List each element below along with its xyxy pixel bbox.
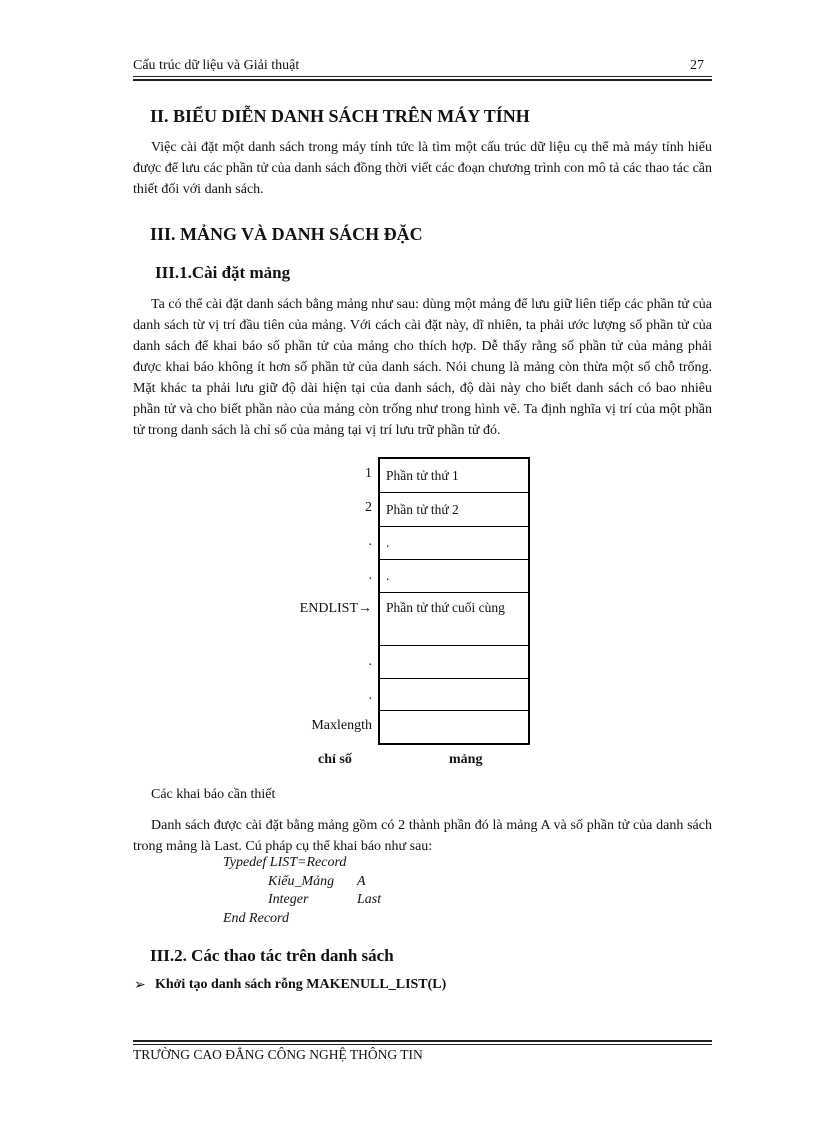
array-cell: Phần tử thứ 2 [380,493,528,527]
code-line: Last [357,892,382,907]
code-line: Kiểu_Mảng [268,874,335,889]
figure-label-array: mảng [449,752,483,767]
declarations-intro: Các khai báo cần thiết [151,787,276,802]
array-cell-last-element: Phần tử thứ cuối cùng [380,593,528,646]
page-number: 27 [690,58,704,73]
endlist-pointer: ENDLIST→ [299,601,372,616]
code-line: A [357,874,366,889]
footer-divider-thick [133,1040,712,1042]
subsection-heading-iii-2: III.2. Các thao tác trên danh sách [150,946,394,965]
header-divider-thick [133,79,712,81]
array-index-max: Maxlength [311,718,372,733]
array-index: . [368,568,372,583]
bullet-arrow-icon: ➢ [134,978,146,993]
subsection-heading-iii-1: III.1.Cài đặt mảng [155,263,291,282]
declarations-paragraph: Danh sách được cài đặt bằng mảng gồm có 2 thành phần đó là mảng A và số phần tử của danh sách trong mảng là Last. Cú pháp cụ thể khai báo như sau: [133,818,712,854]
array-index: 2 [365,500,372,515]
code-line: End Record [223,911,289,926]
array-cell: . [380,527,528,560]
code-line: Typedef LIST=Record [223,855,347,870]
running-header-title: Cấu trúc dữ liệu và Giải thuật [133,58,300,73]
array-cell: Phần tử thứ 1 [380,459,528,493]
array-cell [380,646,528,679]
array-cell [380,711,528,743]
array-cell: . [380,560,528,593]
section-ii-paragraph: Việc cài đặt một danh sách trong máy tính tức là tìm một cấu trúc dữ liệu cụ thể mà máy tính hiểu được để lưu các phần tử của danh sách đồng thời viết các đoạn chương trình con mô tả các thao tác cần thiết đối với danh sách. [133,140,712,197]
array-cell [380,679,528,711]
section-heading-iii: III. MẢNG VÀ DANH SÁCH ĐẶC [150,224,423,244]
code-line: Integer [268,892,309,907]
array-table [378,457,530,745]
bullet-item: Khởi tạo danh sách rỗng MAKENULL_LIST(L) [155,977,447,992]
array-index: . [368,654,372,669]
header-divider [133,76,712,77]
subsection-iii-1-paragraph: Ta có thể cài đặt danh sách bằng mảng như sau: dùng một mảng để lưu giữ liên tiếp các phần tử của danh sách từ vị trí đầu tiên của mảng. Với cách cài đặt này, dĩ nhiên, ta phải ước lượng số phần tử của danh sách để khai báo số phần tử của mảng cho thích hợp. Dễ thấy rằng số phần tử của mảng phải được khai báo không ít hơn số phần tử của danh sách. Nói chung là mảng còn thừa một số chỗ trống. Mặt khác ta phải lưu giữ độ dài hiện tại của danh sách, độ dài này cho biết danh sách có bao nhiêu phần tử và cho biết phần nào của mảng còn trống như trong hình vẽ. Ta định nghĩa vị trí của một phần tử trong danh sách là chỉ số của mảng tại vị trí lưu trữ phần tử đó. [133,297,712,438]
array-index: 1 [365,466,372,481]
footer-institution: TRƯỜNG CAO ĐẲNG CÔNG NGHỆ THÔNG TIN [133,1047,423,1062]
array-index: . [368,534,372,549]
footer-divider [133,1044,712,1045]
figure-label-index: chỉ số [318,752,352,767]
section-heading-ii: II. BIỂU DIỄN DANH SÁCH TRÊN MÁY TÍNH [150,106,530,126]
array-index: . [368,688,372,703]
